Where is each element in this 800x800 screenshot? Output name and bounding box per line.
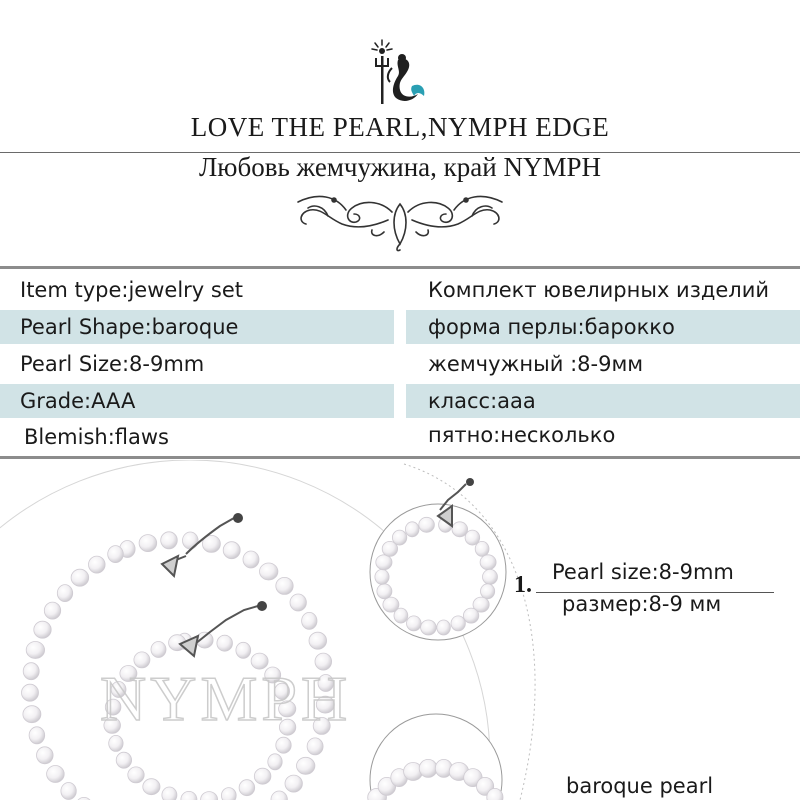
pearl-bead — [57, 585, 72, 602]
spec-pearl-size-ru: жемчужный :8-9мм — [428, 352, 644, 376]
pearl-bead — [243, 551, 259, 568]
mermaid-trident-logo — [368, 38, 432, 108]
pearl-bead — [276, 577, 293, 594]
pearl-bead — [375, 569, 389, 584]
pearl-size-label-en: Pearl size:8-9mm — [552, 560, 734, 584]
pearl-bead — [480, 555, 496, 570]
baroque-pearl-label: baroque pearl — [566, 774, 714, 798]
pearl-bead — [377, 584, 392, 599]
brand-tagline-en: LOVE THE PEARL,NYMPH EDGE — [190, 112, 610, 142]
spec-pearl-size-en: Pearl Size:8-9mm — [20, 352, 205, 376]
pearl-bead — [236, 642, 251, 658]
pearl-bead — [407, 616, 422, 631]
pearl-bead — [419, 517, 435, 532]
pearl-bead — [44, 602, 60, 619]
pearl-bead — [108, 546, 124, 563]
pearl-bead — [89, 556, 106, 573]
pearl-bead — [61, 783, 76, 800]
pearl-bead — [481, 584, 495, 599]
pearl-bead — [34, 621, 51, 638]
pearl-bead — [161, 532, 178, 549]
spec-item-type-en: Item type:jewelry set — [20, 278, 243, 302]
pearl-bead — [221, 788, 236, 800]
pearl-bead — [437, 620, 451, 635]
pearl-bead — [223, 542, 240, 559]
pearl-bead — [290, 594, 306, 611]
pearl-bead — [116, 752, 131, 768]
pearl-bead — [181, 791, 197, 800]
pearl-bead — [452, 522, 468, 537]
pearl-size-label-ru: размер:8-9 мм — [562, 592, 722, 616]
pearl-bead — [475, 541, 489, 556]
pearl-bead — [254, 768, 271, 784]
callout-number: 1. — [514, 572, 532, 598]
brand-tagline-ru: Любовь жемчужина, край NYMPH — [199, 152, 601, 182]
brand-watermark: NYMPH — [100, 663, 352, 734]
pearl-bead — [71, 569, 89, 586]
table-bottom-rule — [0, 456, 800, 459]
pearl-bead — [309, 632, 327, 649]
pearl-bead — [217, 635, 233, 651]
spec-blemish-ru: пятно:несколько — [428, 423, 616, 447]
spec-pearl-shape-ru: форма перлы:барокко — [428, 315, 675, 339]
pearl-jewelry-set-photo — [0, 460, 800, 800]
pearl-bead — [260, 563, 278, 580]
pearl-bead — [23, 706, 41, 723]
table-top-rule — [0, 266, 800, 269]
spec-pearl-shape-en: Pearl Shape:baroque — [20, 315, 239, 339]
spec-blemish-en: Blemish:flaws — [24, 425, 169, 449]
pearl-bead — [297, 757, 315, 774]
pearl-bead — [276, 737, 291, 753]
pearl-bead — [151, 642, 166, 658]
pearl-bead — [23, 663, 39, 680]
spec-item-type-ru: Комплект ювелирных изделий — [428, 278, 770, 302]
spec-grade-en: Grade:AAA — [20, 389, 136, 413]
pearl-bead — [419, 759, 437, 777]
pearl-bead — [421, 620, 437, 635]
pearl-bead — [139, 535, 157, 552]
pearl-bead — [109, 735, 123, 751]
pearl-bead — [162, 787, 177, 800]
pearl-bead — [285, 775, 302, 792]
pearl-bead — [383, 597, 399, 612]
pearl-bead — [405, 522, 419, 537]
decorative-flourish — [288, 186, 512, 252]
pearl-bead — [201, 792, 218, 800]
pearl-bead — [26, 642, 44, 659]
pearl-bead — [183, 532, 199, 549]
pearl-bead — [37, 747, 54, 764]
pearl-bead — [239, 780, 255, 796]
pearl-bead — [268, 754, 282, 770]
pearl-bead — [271, 791, 287, 800]
pearl-bead — [483, 569, 498, 584]
spec-grade-ru: класс:aaa — [428, 389, 536, 413]
pearl-bead — [128, 767, 144, 783]
pearl-bead — [451, 616, 465, 631]
pearl-bead — [392, 530, 406, 545]
pearl-bead — [376, 555, 392, 570]
pearl-bead — [307, 738, 323, 755]
pearl-bead — [302, 612, 317, 629]
pearl-bead — [143, 779, 160, 795]
pearl-bead — [22, 684, 39, 701]
pearl-bead — [47, 766, 65, 783]
pearl-bead — [29, 727, 45, 744]
pearl-bead — [463, 608, 478, 623]
